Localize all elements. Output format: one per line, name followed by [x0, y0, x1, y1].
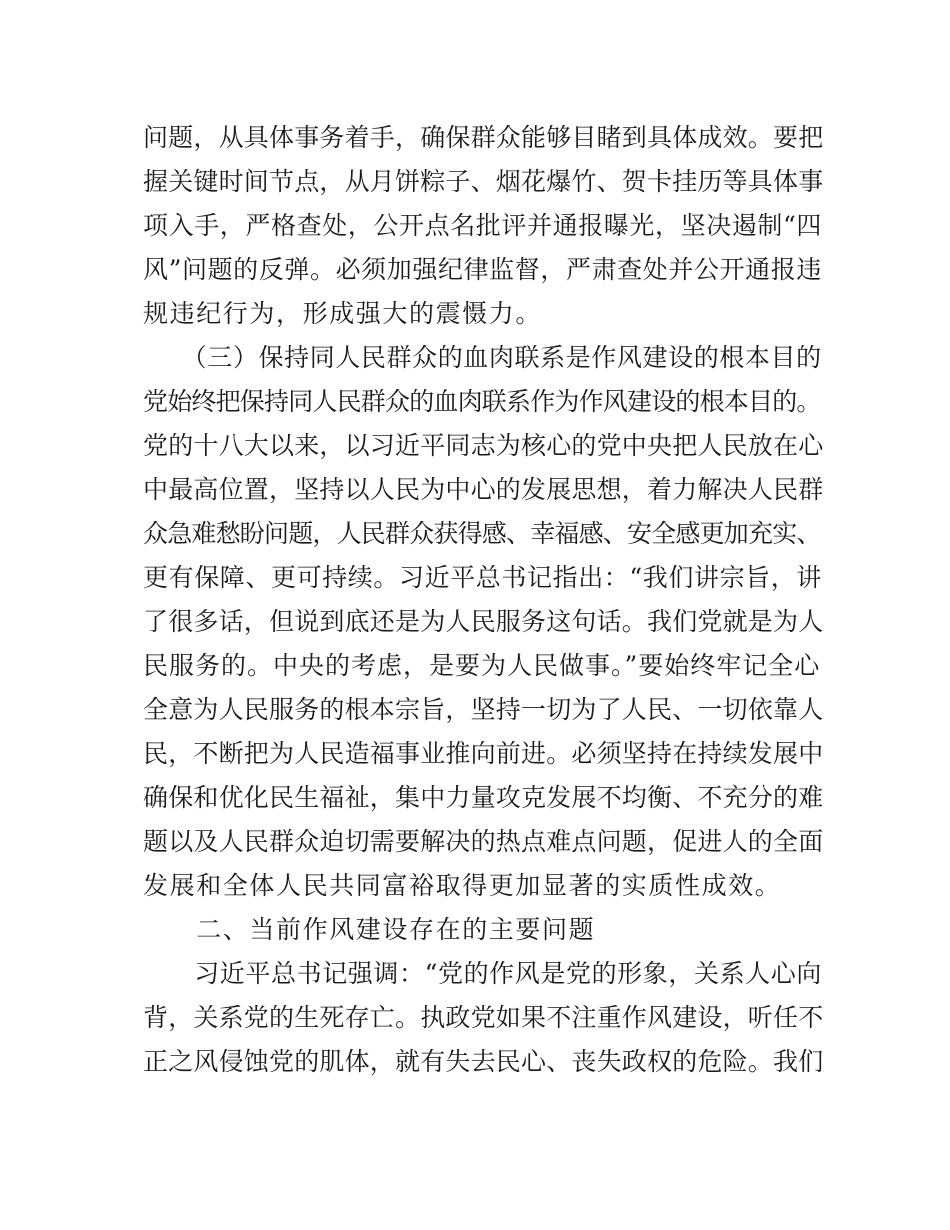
text-line: 发展和全体人民共同富裕取得更加显著的实质性成效。 [143, 871, 782, 900]
text-line: 党始终把保持同人民群众的血肉联系作为作风建设的根本目的。 [143, 387, 821, 416]
section-heading: 二、当前作风建设存在的主要问题 [143, 915, 596, 944]
document-body [143, 116, 823, 1084]
text-line: 正之风侵蚀党的肌体，就有失去民心、丧失政权的危险。我们 [143, 1047, 824, 1076]
text-line: 民服务的。中央的考虑，是要为人民做事。”要始终牢记全心 [143, 651, 821, 680]
text-line: 项入手，严格查处，公开点名批评并通报曝光，坚决遏制“四 [143, 211, 822, 240]
text-line: 题以及人民群众迫切需要解决的热点难点问题，促进人的全面 [143, 827, 824, 856]
text-line: 民，不断把为人民造福事业推向前进。必须坚持在持续发展中 [143, 739, 824, 768]
text-line: 全意为人民服务的根本宗旨，坚持一切为了人民、一切依靠人 [143, 695, 824, 724]
text-line: 风”问题的反弹。必须加强纪律监督，严肃查处并公开通报违 [143, 255, 822, 284]
text-line: 党的十八大以来，以习近平同志为核心的党中央把人民放在心 [143, 431, 824, 460]
text-line: 背，关系党的生死存亡。执政党如果不注重作风建设，听任不 [143, 1003, 824, 1032]
text-line: 更有保障、更可持续。习近平总书记指出：“我们讲宗旨，讲 [143, 563, 822, 592]
text-line: 握关键时间节点，从月饼粽子、烟花爆竹、贺卡挂历等具体事 [143, 167, 824, 196]
text-line: 问题，从具体事务着手，确保群众能够目睹到具体成效。要把 [143, 123, 824, 152]
text-line: 众急难愁盼问题，人民群众获得感、幸福感、安全感更加充实、 [143, 519, 821, 548]
text-line: 规违纪行为，形成强大的震慑力。 [143, 299, 543, 328]
section-heading: （三）保持同人民群众的血肉联系是作风建设的根本目的 [143, 343, 822, 372]
text-line: 习近平总书记强调：“党的作风是党的形象，关系人心向 [143, 959, 822, 988]
text-line: 了很多话，但说到底还是为人民服务这句话。我们党就是为人 [143, 607, 824, 636]
text-line: 中最高位置，坚持以人民为中心的发展思想，着力解决人民群 [143, 475, 824, 504]
text-line: 确保和优化民生福祉，集中力量攻克发展不均衡、不充分的难 [143, 783, 824, 812]
